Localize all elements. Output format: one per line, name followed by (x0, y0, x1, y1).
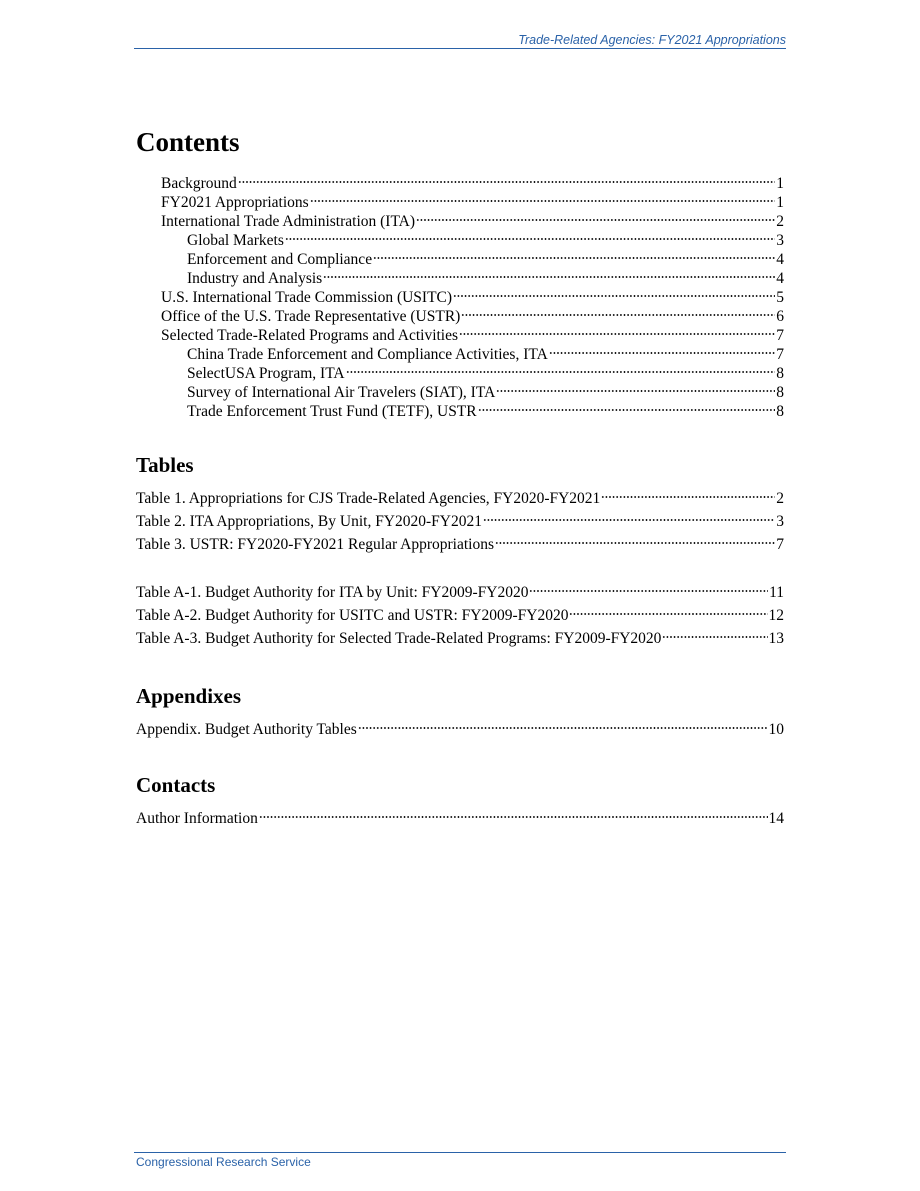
dot-leader (285, 237, 775, 241)
toc-entry[interactable] (136, 604, 784, 627)
toc-page-number: 3 (776, 513, 784, 530)
toc-page-number: 1 (776, 194, 784, 211)
running-head: Trade-Related Agencies: FY2021 Appropriations (518, 33, 786, 47)
dot-leader (549, 351, 775, 355)
toc-entry-title: Global Markets (187, 232, 284, 249)
toc-entry-title: Trade Enforcement Trust Fund (TETF), USTR (187, 403, 477, 420)
annex-tables-list (136, 581, 784, 650)
dot-leader (346, 370, 776, 374)
toc-page-number: 12 (768, 607, 784, 624)
tables-list (136, 487, 784, 556)
toc-entry[interactable] (136, 364, 784, 383)
toc-page-number: 6 (776, 308, 784, 325)
toc-entry[interactable] (136, 231, 784, 250)
toc-page-number: 11 (769, 584, 784, 601)
toc-entry-title: Enforcement and Compliance (187, 251, 373, 268)
appendixes-list (136, 718, 784, 741)
toc-entry-title: Table A-3. Budget Authority for Selected Trade-Related Programs: FY2009-FY2020 (136, 630, 662, 647)
contacts-title: Contacts (136, 773, 216, 797)
tables-title: Tables (136, 453, 194, 477)
toc-entry-title: U.S. International Trade Commission (USITC) (161, 289, 453, 306)
toc-page-number: 7 (776, 536, 784, 553)
toc-entry-title: Table A-2. Budget Authority for USITC and USTR: FY2009-FY2020 (136, 607, 569, 624)
toc-entry[interactable] (136, 326, 784, 345)
toc-page-number: 4 (776, 270, 784, 287)
dot-leader (496, 389, 775, 393)
contents-title: Contents (136, 127, 240, 157)
dot-leader (358, 726, 768, 730)
toc-page-number: 7 (776, 346, 784, 363)
toc-entry[interactable] (136, 627, 784, 650)
toc-entry[interactable] (136, 718, 784, 741)
footer-publisher: Congressional Research Service (136, 1155, 311, 1169)
dot-leader (461, 313, 775, 317)
dot-leader (529, 589, 768, 593)
tables-section (136, 451, 784, 650)
contacts-list (136, 807, 784, 830)
toc-entry-title: International Trade Administration (ITA) (161, 213, 416, 230)
toc-page-number: 4 (776, 251, 784, 268)
toc-entry-title: Table 3. USTR: FY2020-FY2021 Regular Appropriations (136, 536, 494, 553)
toc-entry-title: Background (161, 175, 237, 192)
toc-entry[interactable] (136, 193, 784, 212)
dot-leader (495, 541, 775, 545)
contacts-section (136, 771, 784, 830)
toc-entry[interactable] (136, 307, 784, 326)
toc-entry[interactable] (136, 345, 784, 364)
toc-entry[interactable] (136, 510, 784, 533)
toc-page-number: 2 (776, 490, 784, 507)
toc-page-number: 5 (776, 289, 784, 306)
toc-page-number: 3 (776, 232, 784, 249)
toc-entry[interactable] (136, 269, 784, 288)
toc-entry[interactable] (136, 807, 784, 830)
toc-page-number: 13 (768, 630, 784, 647)
header-rule (134, 48, 786, 49)
dot-leader (662, 635, 767, 639)
toc-entry-title: China Trade Enforcement and Compliance Activities, ITA (187, 346, 548, 363)
toc-page-number: 8 (776, 403, 784, 420)
dot-leader (259, 815, 768, 819)
dot-leader (601, 495, 775, 499)
toc-entry-title: Selected Trade-Related Programs and Activities (161, 327, 459, 344)
toc-entry-title: Appendix. Budget Authority Tables (136, 721, 357, 738)
dot-leader (238, 180, 775, 184)
toc-page-number: 2 (776, 213, 784, 230)
toc-entry[interactable] (136, 533, 784, 556)
toc-entry-title: Industry and Analysis (187, 270, 323, 287)
appendixes-title: Appendixes (136, 684, 242, 708)
table-of-contents (136, 124, 784, 830)
toc-entry[interactable] (136, 250, 784, 269)
toc-entry-title: Survey of International Air Travelers (SIAT), ITA (187, 384, 496, 401)
toc-entry-title: Table 2. ITA Appropriations, By Unit, FY2020-FY2021 (136, 513, 482, 530)
dot-leader (569, 612, 767, 616)
toc-page-number: 10 (768, 721, 784, 738)
toc-page-number: 8 (776, 365, 784, 382)
toc-page-number: 14 (768, 810, 784, 827)
toc-entry-title: Table A-1. Budget Authority for ITA by Unit: FY2009-FY2020 (136, 584, 529, 601)
toc-page-number: 1 (776, 175, 784, 192)
dot-leader (459, 332, 775, 336)
dot-leader (453, 294, 775, 298)
footer-rule (134, 1152, 786, 1153)
dot-leader (373, 256, 775, 260)
toc-page-number: 8 (776, 384, 784, 401)
contents-list (136, 174, 784, 421)
toc-entry[interactable] (136, 402, 784, 421)
toc-entry[interactable] (136, 212, 784, 231)
toc-entry-title: FY2021 Appropriations (161, 194, 309, 211)
dot-leader (483, 518, 775, 522)
toc-entry[interactable] (136, 487, 784, 510)
toc-entry-title: Office of the U.S. Trade Representative (USTR) (161, 308, 461, 325)
dot-leader (478, 408, 776, 412)
toc-entry[interactable] (136, 383, 784, 402)
dot-leader (416, 218, 775, 222)
toc-entry[interactable] (136, 174, 784, 193)
toc-entry[interactable] (136, 288, 784, 307)
dot-leader (310, 199, 776, 203)
toc-page-number: 7 (776, 327, 784, 344)
appendixes-section (136, 682, 784, 741)
toc-entry-title: SelectUSA Program, ITA (187, 365, 345, 382)
toc-entry-title: Table 1. Appropriations for CJS Trade-Related Agencies, FY2020-FY2021 (136, 490, 601, 507)
dot-leader (323, 275, 775, 279)
toc-entry[interactable] (136, 581, 784, 604)
toc-entry-title: Author Information (136, 810, 258, 827)
